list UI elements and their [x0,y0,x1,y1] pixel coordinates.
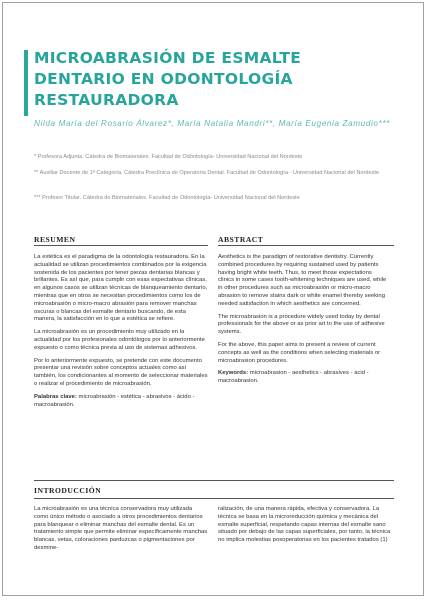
resumen-body [34,254,208,414]
intro-right-column: ralización, de una manera rápida, efectiva y conservadora. La técnica se basa en la microreducción química y mecánica del esmalte superficial, respetando capas internas del esmalte sano situado por debajo de las capas superficiales, por tanto, la técnica no implica molestias posoperatorias en los pacientes tratados (1) [218,506,391,544]
resumen-keywords-text: microabrasión - estética - abrasivos - ácido - macroabrasión. [34,393,195,408]
resumen-keywords-label: Palabras clave: [34,393,77,400]
author-list: Nilda María del Rosario Álvarez*, María Natalia Mandri**, María Eugenia Zamudio*** [34,119,390,128]
resumen-heading: RESUMEN [34,235,76,244]
title-accent-bar [24,50,28,116]
resumen-paragraph-2: La microabrasión es un procedimiento muy utilizado en la actualidad por los profesionales odontólogos por lo anteriormente expuesto o como técnica previa al uso de sistemas adhesivos. [34,329,205,351]
abstract-paragraph-2: The microabrasion is a procedure widely used today by dental professionals for the above or as prior art to the use of adhesive systems. [218,313,385,336]
intro-bottom-rule [34,498,394,499]
abstract-paragraph-1: Aesthetics is the paradigm of restorative dentistry. Currently combined procedures by requiring sustained used by patients having bright white teeth. Thus, to meet those expectations clinics in some cases tooth-whitening techniques are used, while in other procedures such as microabrasión or micro-macro abrasion to remove stains dark or white enamel thereby seeking needed satisfaction in which aesthetics are concerned. [218,254,387,307]
resumen-rule [34,245,208,246]
abstract-keywords-label: Keywords: [218,370,249,377]
intro-heading: INTRODUCCIÓN [34,486,102,495]
intro-top-rule [34,480,394,481]
resumen-paragraph-3: Por lo anteriormente expuesto, se pretende con este documento presentar una revisión sobre conceptos actuales como así también, los condicionantes al momento de seleccionar materiales o realizar el procedimiento de microabrasión. [34,357,208,387]
affiliation-2: ** Auxiliar Docente de 1ª Categoría. Cátedra Preclínica de Operatoria Dental. Facultad de Odontología - Universidad Nacional del Nordeste [34,170,380,176]
resumen-keywords [34,394,208,410]
resumen-paragraph-1: La estética es el paradigma de la odontología restauradora. En la actualidad se utilizan procedimientos combinados por la exigencia sostenida de los pacientes por tener piezas dentarias blancas y brillantes. Es así que, para cumplir con esas expectativas clínicas, en algunos casos se utilizan técnicas de blanqueamiento dentario, mientras que en otros se necesitan procedimientos como los de microabrasión o micro-macro abrasión para remover manchas oscuras o blancas del esmalte dentario buscando, de esta manera, la satisfacción en lo que a estética se refiere. [34,254,208,323]
abstract-keywords [218,370,388,386]
article-title: MICROABRASIÓN DE ESMALTE DENTARIO EN ODONTOLOGÍA RESTAURADORA [34,49,302,109]
affiliation-3: *** Profesor Titular. Cátedra de Biomateriales. Facultad de Odontología- Universidad Nacional del Nordeste [34,195,300,201]
affiliation-1: * Profesora Adjunta. Cátedra de Biomateriales. Facultad de Odontología- Universidad Nacional del Nordeste [34,154,303,160]
abstract-paragraph-3: For the above, this paper aims to present a review of current concepts as well as the conditions when selecting materials or microabrasion procedures. [218,341,381,364]
abstract-rule [218,245,394,246]
abstract-heading: ABSTRACT [218,235,264,244]
intro-left-column: La microabrasión es una técnica conservadora muy utilizada como único método o asociado a otros procedimientos dentarios para blanquear o eliminar manchas del esmalte dental. Es un tratamiento simple que permite eliminar específicamente manchas blancas, vetas, coloraciones parduzcas o pigmentaciones por desmine- [34,506,208,551]
abstract-keywords-text: microabrasion - aesthetics - abrasives - acid - macroabrasion. [218,370,369,385]
abstract-body [218,254,388,391]
